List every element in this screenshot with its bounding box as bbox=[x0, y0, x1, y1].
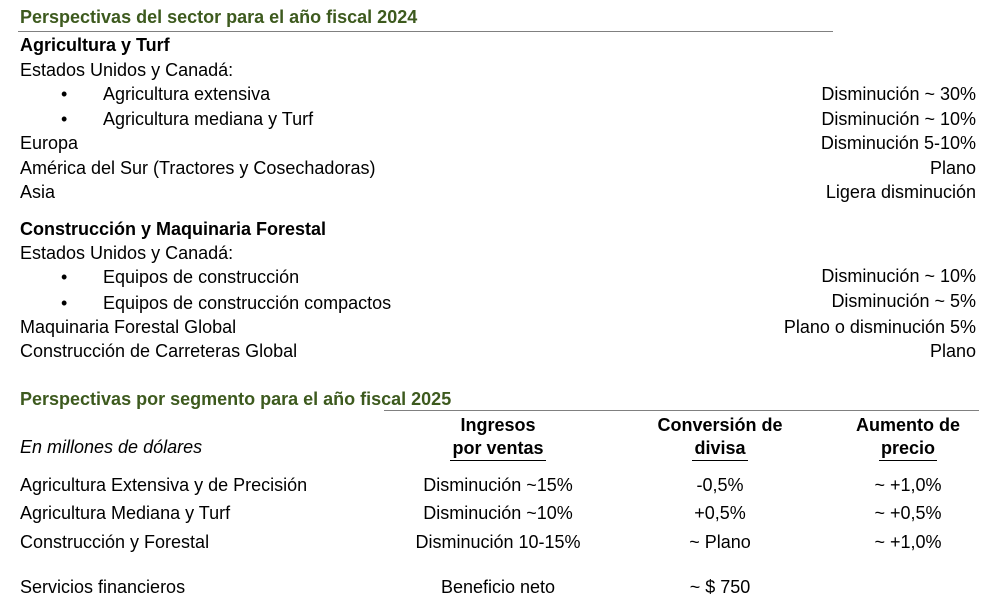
table-row-label: Agricultura Mediana y Turf bbox=[20, 503, 231, 523]
table-cell-price: ~ +0,5% bbox=[874, 503, 942, 523]
financial-label: Servicios financieros bbox=[20, 577, 186, 597]
table-row-label: Construcción y Forestal bbox=[20, 532, 210, 552]
bullet-icon: • bbox=[61, 267, 68, 287]
col-head-line2: divisa bbox=[692, 437, 747, 461]
units-label: En millones de dólares bbox=[20, 437, 203, 457]
cf-region-label: Construcción de Carreteras Global bbox=[20, 341, 298, 361]
col-head-sales bbox=[398, 414, 598, 461]
col-head-line1: Aumento de bbox=[855, 415, 960, 435]
cf-region-us: Estados Unidos y Canadá: bbox=[20, 243, 234, 263]
table-cell-sales: Disminución 10-15% bbox=[415, 532, 581, 552]
col-head-line2: por ventas bbox=[450, 437, 545, 461]
ag-row-value: Disminución ~ 10% bbox=[821, 109, 976, 129]
section2-rule bbox=[384, 410, 979, 411]
cf-region-value: Plano bbox=[929, 341, 976, 361]
table-cell-sales: Disminución ~10% bbox=[423, 503, 573, 523]
ag-region-label: Europa bbox=[20, 133, 79, 153]
ag-row-value: Disminución ~ 30% bbox=[821, 84, 976, 104]
table-cell-fx: ~ Plano bbox=[689, 532, 751, 552]
ag-heading: Agricultura y Turf bbox=[20, 35, 170, 55]
cf-row-value: Disminución ~ 5% bbox=[831, 291, 976, 311]
cf-row-label: Equipos de construcción compactos bbox=[103, 293, 392, 313]
cf-region-label: Maquinaria Forestal Global bbox=[20, 317, 237, 337]
section1-rule bbox=[18, 31, 833, 32]
table-cell-price: ~ +1,0% bbox=[874, 532, 942, 552]
section2-title: Perspectivas por segmento para el año fiscal 2025 bbox=[20, 389, 452, 409]
table-cell-price: ~ +1,0% bbox=[874, 475, 942, 495]
table-cell-fx: -0,5% bbox=[696, 475, 744, 495]
col-head-line1: Ingresos bbox=[460, 415, 536, 435]
ag-region-label: Asia bbox=[20, 182, 56, 202]
table-row-label: Agricultura Extensiva y de Precisión bbox=[20, 475, 308, 495]
cf-row-label: Equipos de construcción bbox=[103, 267, 300, 287]
ag-region-value: Ligera disminución bbox=[825, 182, 976, 202]
table-cell-sales: Disminución ~15% bbox=[423, 475, 573, 495]
cf-heading: Construcción y Maquinaria Forestal bbox=[20, 219, 327, 239]
col-head-line1: Conversión de bbox=[657, 415, 783, 435]
col-head-price bbox=[808, 414, 1000, 461]
bullet-icon: • bbox=[61, 109, 68, 129]
financial-value: ~ $ 750 bbox=[689, 577, 751, 597]
ag-region-value: Plano bbox=[929, 158, 976, 178]
section1-title: Perspectivas del sector para el año fiscal 2024 bbox=[20, 7, 418, 27]
col-head-line2: precio bbox=[879, 437, 937, 461]
bullet-icon: • bbox=[61, 84, 68, 104]
bullet-icon: • bbox=[61, 293, 68, 313]
ag-row-label: Agricultura extensiva bbox=[103, 84, 271, 104]
ag-row-label: Agricultura mediana y Turf bbox=[103, 109, 314, 129]
col-head-fx bbox=[620, 414, 820, 461]
table-cell-fx: +0,5% bbox=[694, 503, 746, 523]
cf-region-value: Plano o disminución 5% bbox=[783, 317, 976, 337]
ag-region-us: Estados Unidos y Canadá: bbox=[20, 60, 234, 80]
financial-metric: Beneficio neto bbox=[440, 577, 556, 597]
ag-region-label: América del Sur (Tractores y Cosechadoras) bbox=[20, 158, 376, 178]
ag-region-value: Disminución 5-10% bbox=[820, 133, 976, 153]
cf-row-value: Disminución ~ 10% bbox=[821, 266, 976, 286]
